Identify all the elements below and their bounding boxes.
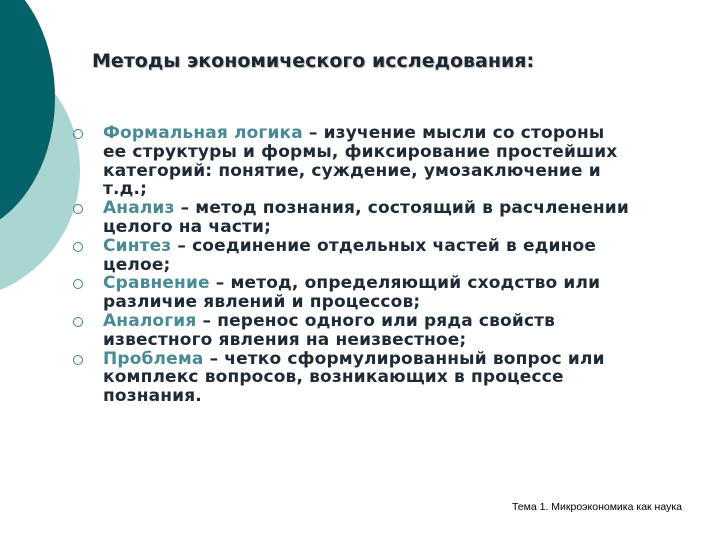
bullet-term: Формальная логика	[103, 123, 303, 143]
bullet-item-synthesis	[73, 237, 633, 275]
bullet-circle-icon	[73, 355, 83, 365]
bullet-item-problem	[73, 350, 633, 406]
bullet-circle-icon	[73, 279, 83, 289]
bullet-item-formal-logic	[73, 124, 633, 199]
bullet-circle-icon	[73, 317, 83, 327]
slide-footer: Тема 1. Микроэкономика как наука	[511, 501, 682, 513]
bullet-text: – изучение мысли со стороны ее структуры и формы, фиксирование простейших категорий: понятие, суждение, умозаключение и т.д.;	[103, 123, 618, 200]
bullet-circle-icon	[73, 242, 83, 252]
bullet-text: – метод познания, состоящий в расчленении целого на части;	[103, 198, 629, 237]
bullet-list	[73, 124, 633, 406]
bullet-item-analysis	[73, 199, 633, 237]
bullet-term: Сравнение	[103, 273, 210, 294]
bullet-term: Анализ	[103, 198, 175, 219]
bullet-circle-icon	[73, 129, 83, 139]
slide-title: Методы экономического исследования:	[92, 50, 535, 72]
bullet-text: – соединение отдельных частей в единое целое;	[103, 235, 597, 275]
bullet-text: – метод, определяющий сходство или различие явлений и процессов;	[103, 273, 601, 313]
bullet-term: Аналогия	[103, 310, 197, 331]
bullet-text: – перенос одного или ряда свойств известного явления на неизвестное;	[103, 310, 556, 350]
bullet-item-comparison	[73, 274, 633, 312]
bullet-text: – четко сформулированный вопрос или комплекс вопросов, возникающих в процессе познания.	[103, 348, 605, 407]
bullet-term: Проблема	[103, 348, 204, 369]
bullet-term: Синтез	[103, 235, 172, 256]
bullet-item-analogy	[73, 312, 633, 350]
bullet-circle-icon	[73, 204, 83, 214]
